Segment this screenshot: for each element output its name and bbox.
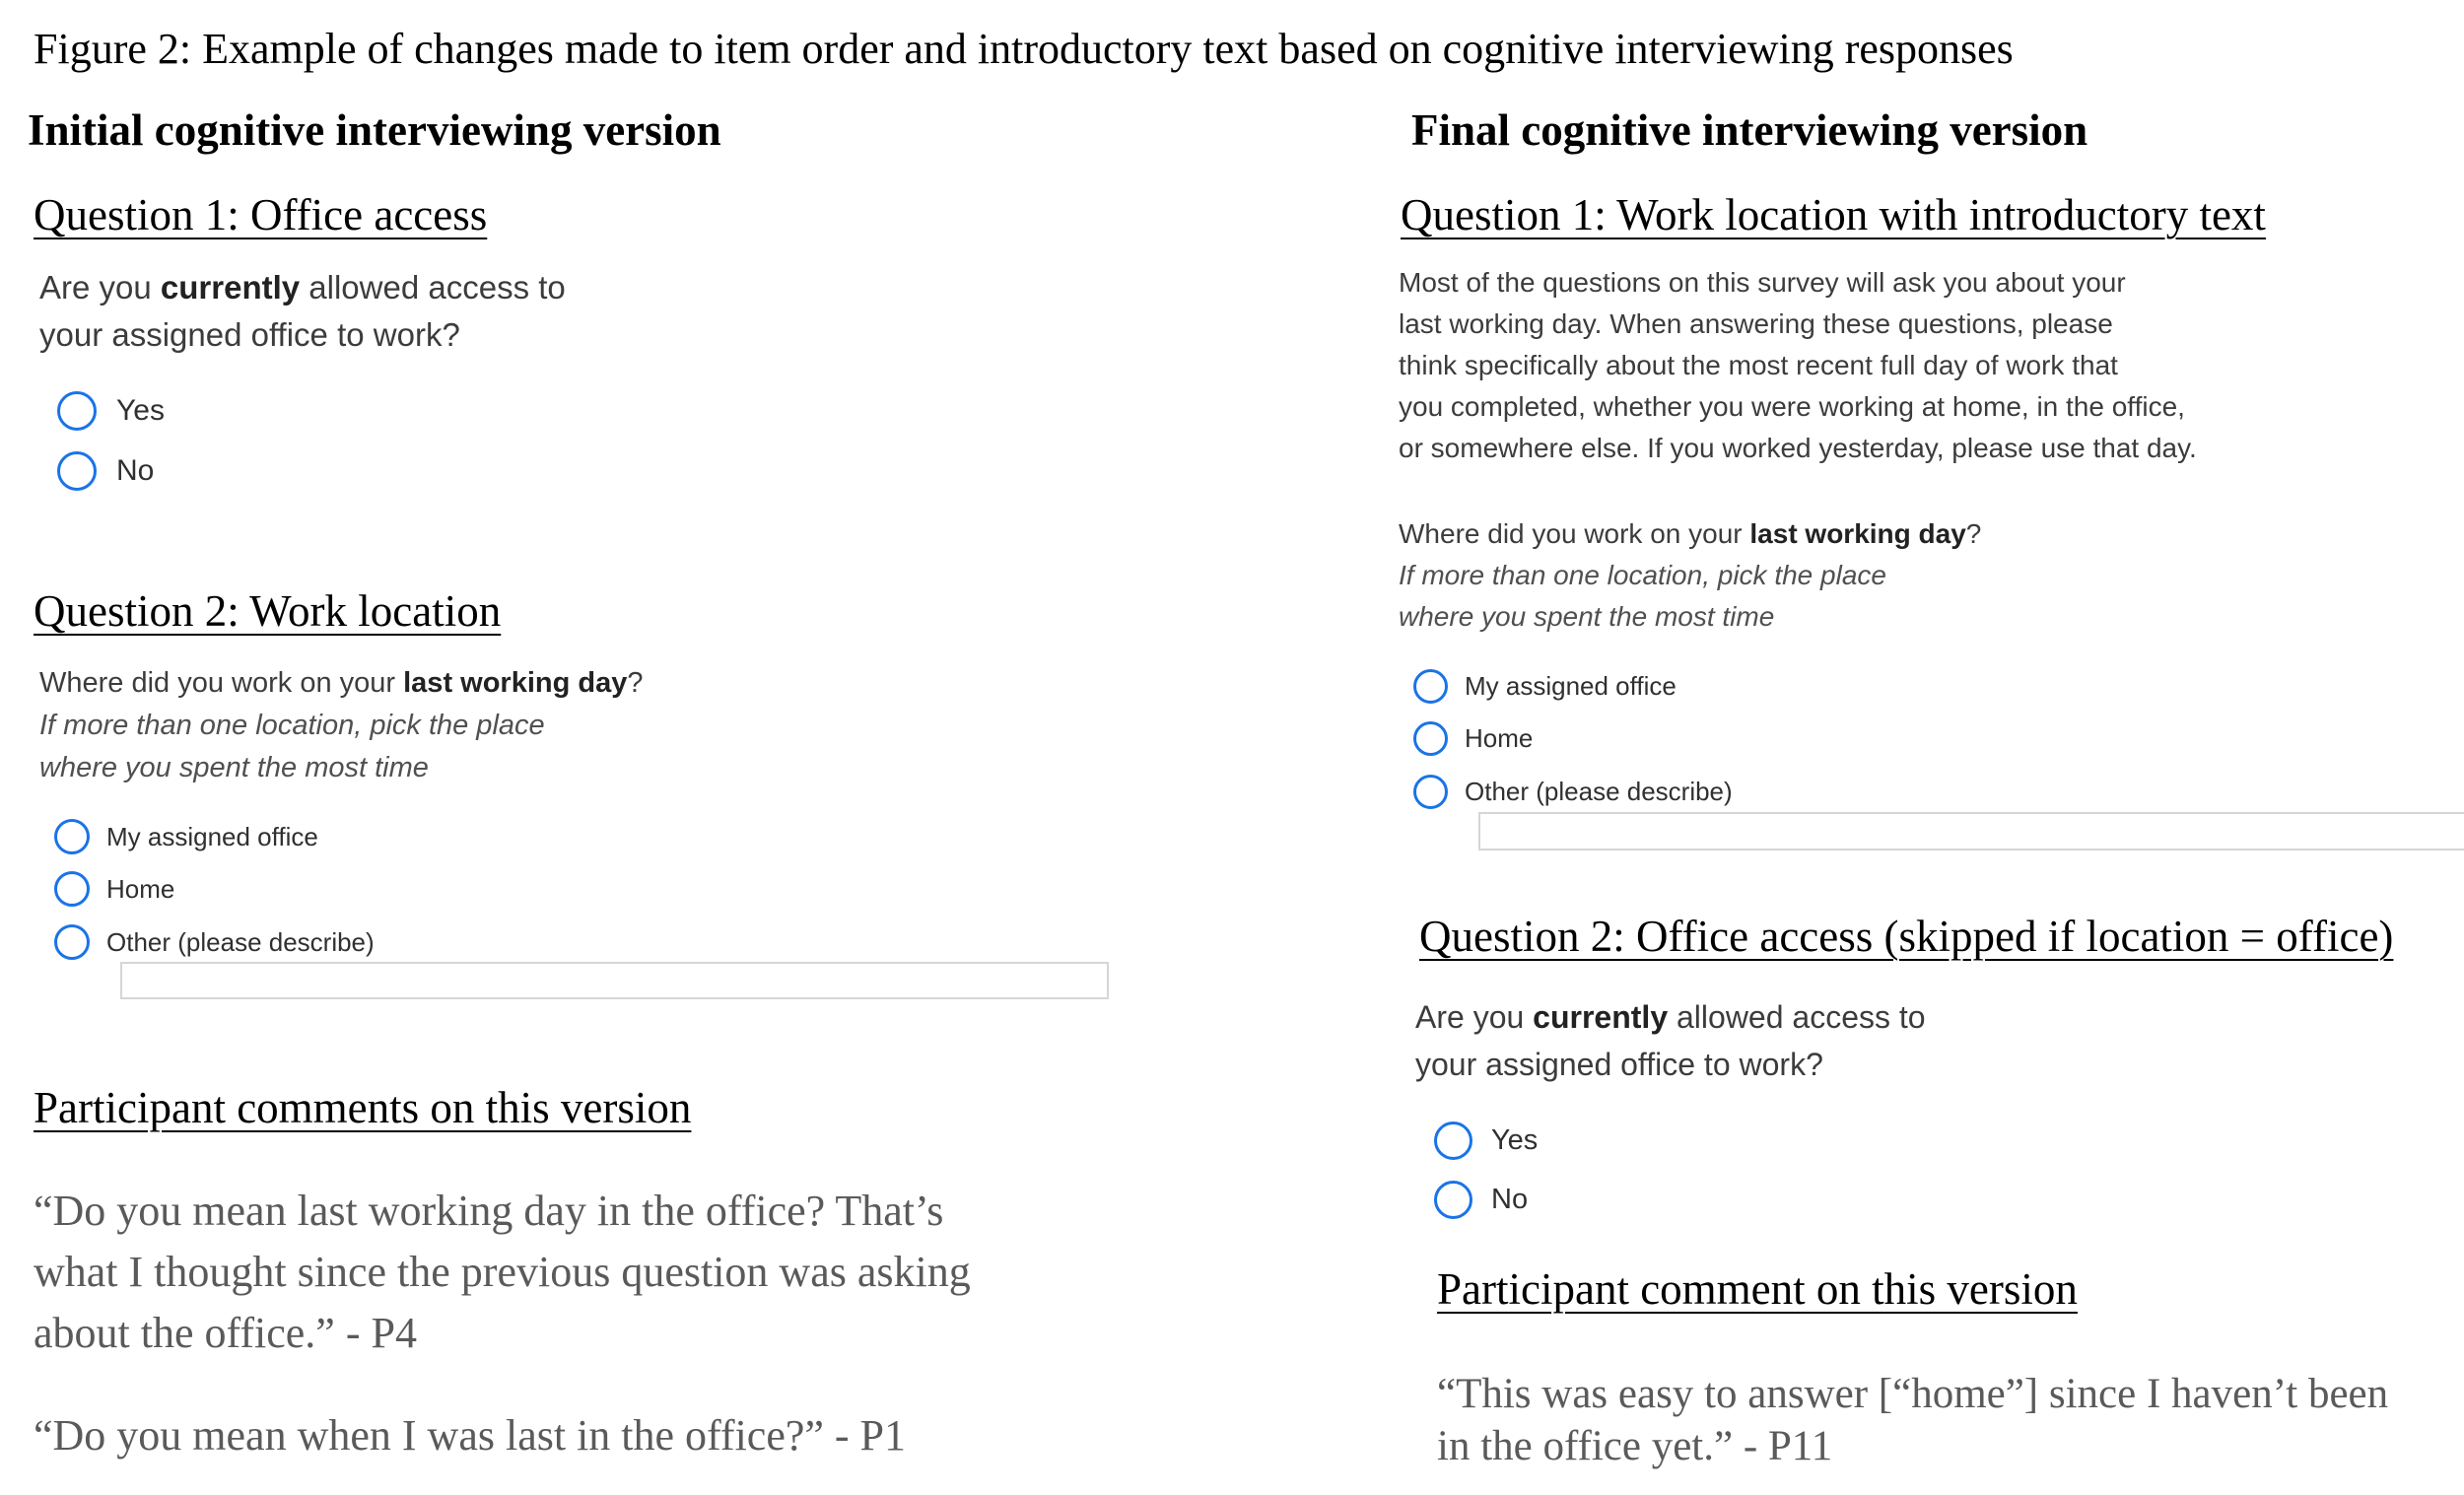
right-comments-title: Participant comment on this version bbox=[1437, 1264, 2078, 1314]
radio-button[interactable] bbox=[54, 819, 90, 854]
left-quote-p1: “Do you mean when I was last in the office?” - P1 bbox=[34, 1411, 907, 1460]
right-q1-option-office[interactable]: My assigned office bbox=[1413, 669, 1677, 704]
left-q2-option-home[interactable]: Home bbox=[54, 871, 174, 907]
right-q1-intro-text: Most of the questions on this survey will ask you about your last working day. When answering these questions, please think specifically about the most recent full day of work that you completed, whether you were working at home, in the office, or somewhere else. If you worked yesterday, please use that day. bbox=[1399, 267, 2197, 463]
left-q2-title: Question 2: Work location bbox=[34, 586, 502, 636]
right-q1-option-home[interactable]: Home bbox=[1413, 721, 1533, 756]
left-q2-other-text-input[interactable] bbox=[120, 962, 1109, 999]
left-q2-line1: Where did you work on your last working day? bbox=[39, 667, 644, 699]
radio-button[interactable] bbox=[1413, 669, 1448, 704]
right-q2-line2: your assigned office to work? bbox=[1415, 1047, 1823, 1082]
right-quote-p11: “This was easy to answer [“home”] since I haven’t been in the office yet.” - P11 bbox=[1437, 1371, 2389, 1469]
right-q2-question bbox=[1415, 993, 2204, 1088]
right-q2-title: Question 2: Office access (skipped if location = office) bbox=[1419, 912, 2394, 961]
left-q1-option-no[interactable]: No bbox=[57, 451, 154, 491]
left-q2-help-line1: If more than one location, pick the place bbox=[39, 710, 545, 741]
right-q1-help-line1: If more than one location, pick the place bbox=[1399, 560, 1886, 590]
left-q1-title: Question 1: Office access bbox=[34, 190, 488, 239]
left-comments-title: Participant comments on this version bbox=[34, 1083, 692, 1132]
radio-button[interactable] bbox=[1434, 1181, 1472, 1219]
left-q1-line2: your assigned office to work? bbox=[39, 316, 460, 353]
left-quote-p4: “Do you mean last working day in the office? That’s what I thought since the previous question was asking about the office.” - P4 bbox=[34, 1187, 971, 1357]
right-q1-line1: Where did you work on your last working day? bbox=[1399, 518, 1982, 549]
left-q1-question bbox=[39, 264, 729, 359]
right-q1-option-other[interactable]: Other (please describe) bbox=[1413, 775, 1733, 809]
right-q2-option-no[interactable]: No bbox=[1434, 1181, 1528, 1219]
right-q2-option-yes[interactable]: Yes bbox=[1434, 1121, 1538, 1160]
radio-button[interactable] bbox=[54, 924, 90, 960]
left-q2-question bbox=[39, 662, 788, 789]
right-column-heading: Final cognitive interviewing version bbox=[1411, 105, 2088, 155]
right-q1-help-line2: where you spent the most time bbox=[1399, 601, 1775, 632]
figure-caption: Figure 2: Example of changes made to item order and introductory text based on cognitive interviewing responses bbox=[34, 25, 2014, 73]
left-q1-option-yes[interactable]: Yes bbox=[57, 391, 165, 431]
left-column-heading: Initial cognitive interviewing version bbox=[28, 105, 721, 155]
right-q2-line1: Are you currently allowed access to bbox=[1415, 999, 1926, 1035]
right-q1-question bbox=[1399, 513, 2384, 638]
left-q2-help-line2: where you spent the most time bbox=[39, 752, 429, 783]
radio-button[interactable] bbox=[57, 451, 97, 491]
radio-button[interactable] bbox=[1434, 1121, 1472, 1160]
left-q2-option-other[interactable]: Other (please describe) bbox=[54, 924, 375, 960]
radio-button[interactable] bbox=[1413, 775, 1448, 809]
right-q1-title: Question 1: Work location with introductory text bbox=[1401, 190, 2266, 239]
radio-button[interactable] bbox=[54, 871, 90, 907]
radio-button[interactable] bbox=[57, 391, 97, 431]
radio-button[interactable] bbox=[1413, 721, 1448, 756]
left-q2-option-office[interactable]: My assigned office bbox=[54, 819, 318, 854]
left-q1-line1: Are you currently allowed access to bbox=[39, 269, 566, 306]
right-q1-other-text-input[interactable] bbox=[1478, 812, 2464, 850]
